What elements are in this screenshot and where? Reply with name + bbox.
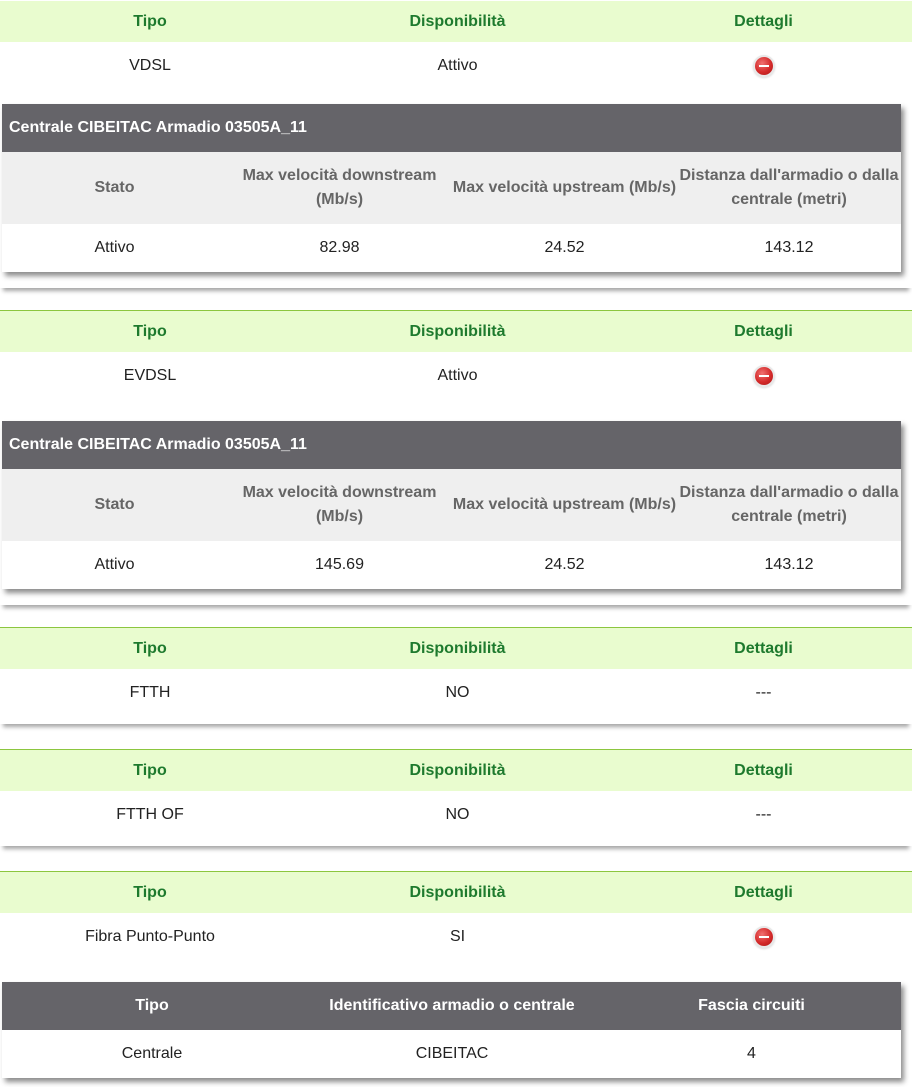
armadio-fascia: 4 [747,1045,756,1062]
header-upstream: Max velocità upstream (Mb/s) [452,496,677,513]
detail-upstream: 24.52 [544,239,585,256]
header-stato: Stato [94,496,135,513]
service-row [0,791,912,839]
header-stato: Stato [94,179,135,196]
service-disponibilita: NO [445,684,470,701]
service-disponibilita: Attivo [437,367,478,384]
detail-panel-title: Centrale CIBEITAC Armadio 03505A_11 [2,104,901,152]
service-row [0,913,912,961]
armadio-panel [2,982,901,1078]
header-disponibilita: Disponibilità [409,639,506,657]
minus-circle-icon[interactable] [755,367,773,385]
header-tipo: Tipo [135,997,169,1014]
header-identificativo: Identificativo armadio o centrale [329,997,575,1014]
header-disponibilita: Disponibilità [409,12,506,30]
header-tipo: Tipo [133,322,167,340]
header-downstream: Max velocità downstream (Mb/s) [242,167,437,208]
detail-stato: Attivo [94,556,135,573]
service-card-ftth-of [0,749,912,846]
header-distanza: Distanza dall'armadio o dalla centrale (metri) [679,484,899,525]
service-tipo: FTTH [129,684,171,701]
header-dettagli: Dettagli [734,322,793,340]
service-table-header [0,311,912,352]
service-table-header [0,750,912,791]
service-tipo: FTTH OF [116,806,184,823]
header-disponibilita: Disponibilità [409,883,506,901]
header-dettagli: Dettagli [734,639,793,657]
service-tipo: EVDSL [123,367,177,384]
service-row [0,42,912,90]
service-dettagli: --- [755,806,772,823]
detail-row [2,224,901,272]
minus-circle-icon[interactable] [755,928,773,946]
service-disponibilita: NO [445,806,470,823]
armadio-tipo: Centrale [121,1045,183,1062]
detail-upstream: 24.52 [544,556,585,573]
service-row [0,352,912,400]
header-tipo: Tipo [133,639,167,657]
detail-distanza: 143.12 [764,556,814,573]
service-table-header [0,628,912,669]
service-tipo: VDSL [129,57,171,74]
header-disponibilita: Disponibilità [409,322,506,340]
header-disponibilita: Disponibilità [409,761,506,779]
detail-downstream: 82.98 [319,239,360,256]
detail-panel-evdsl [2,421,901,589]
armadio-row [2,1030,901,1078]
header-distanza: Distanza dall'armadio o dalla centrale (metri) [679,167,899,208]
service-disponibilita: Attivo [437,57,478,74]
detail-table-header [2,152,901,224]
detail-panel-title: Centrale CIBEITAC Armadio 03505A_11 [2,421,901,469]
service-table-header [0,1,912,42]
armadio-identificativo: CIBEITAC [415,1045,489,1062]
service-disponibilita: SI [449,928,466,945]
detail-distanza: 143.12 [764,239,814,256]
header-tipo: Tipo [133,761,167,779]
service-table-header [0,872,912,913]
header-fascia: Fascia circuiti [698,997,805,1014]
detail-panel-vdsl [2,104,901,272]
service-row [0,669,912,717]
minus-circle-icon[interactable] [755,57,773,75]
service-dettagli: --- [755,684,772,701]
header-dettagli: Dettagli [734,761,793,779]
header-tipo: Tipo [133,883,167,901]
header-tipo: Tipo [133,12,167,30]
armadio-table-header [2,982,901,1030]
header-dettagli: Dettagli [734,883,793,901]
service-card-ftth [0,627,912,724]
detail-stato: Attivo [94,239,135,256]
detail-downstream: 145.69 [315,556,364,573]
service-tipo: Fibra Punto-Punto [85,928,215,945]
header-upstream: Max velocità upstream (Mb/s) [452,179,677,196]
detail-row [2,541,901,589]
header-dettagli: Dettagli [734,12,793,30]
header-downstream: Max velocità downstream (Mb/s) [242,484,437,525]
detail-table-header [2,469,901,541]
